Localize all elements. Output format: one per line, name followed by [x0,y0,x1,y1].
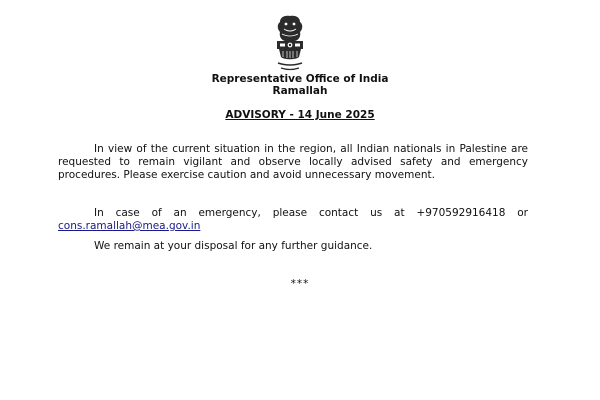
contact-text: In case of an emergency, please contact us at +970592916418 or [94,207,528,219]
advisory-title: ADVISORY - 14 June 2025 [225,109,375,121]
end-separator: *** [290,278,310,290]
national-emblem-icon [266,14,314,74]
contact-email-link[interactable]: cons.ramallah@mea.gov.in [58,220,201,232]
office-header [0,73,600,97]
office-name: Representative Office of India [211,73,389,85]
closing-paragraph: We remain at your disposal for any further guidance. [94,240,373,252]
contact-paragraph [58,207,528,233]
situation-paragraph: In view of the current situation in the region, all Indian nationals in Palestine are requested to remain vigilant and observe locally advised safety and emergency procedures. Please exercise caution and avoid unnecessary movement. [58,143,528,181]
office-city: Ramallah [272,85,328,97]
